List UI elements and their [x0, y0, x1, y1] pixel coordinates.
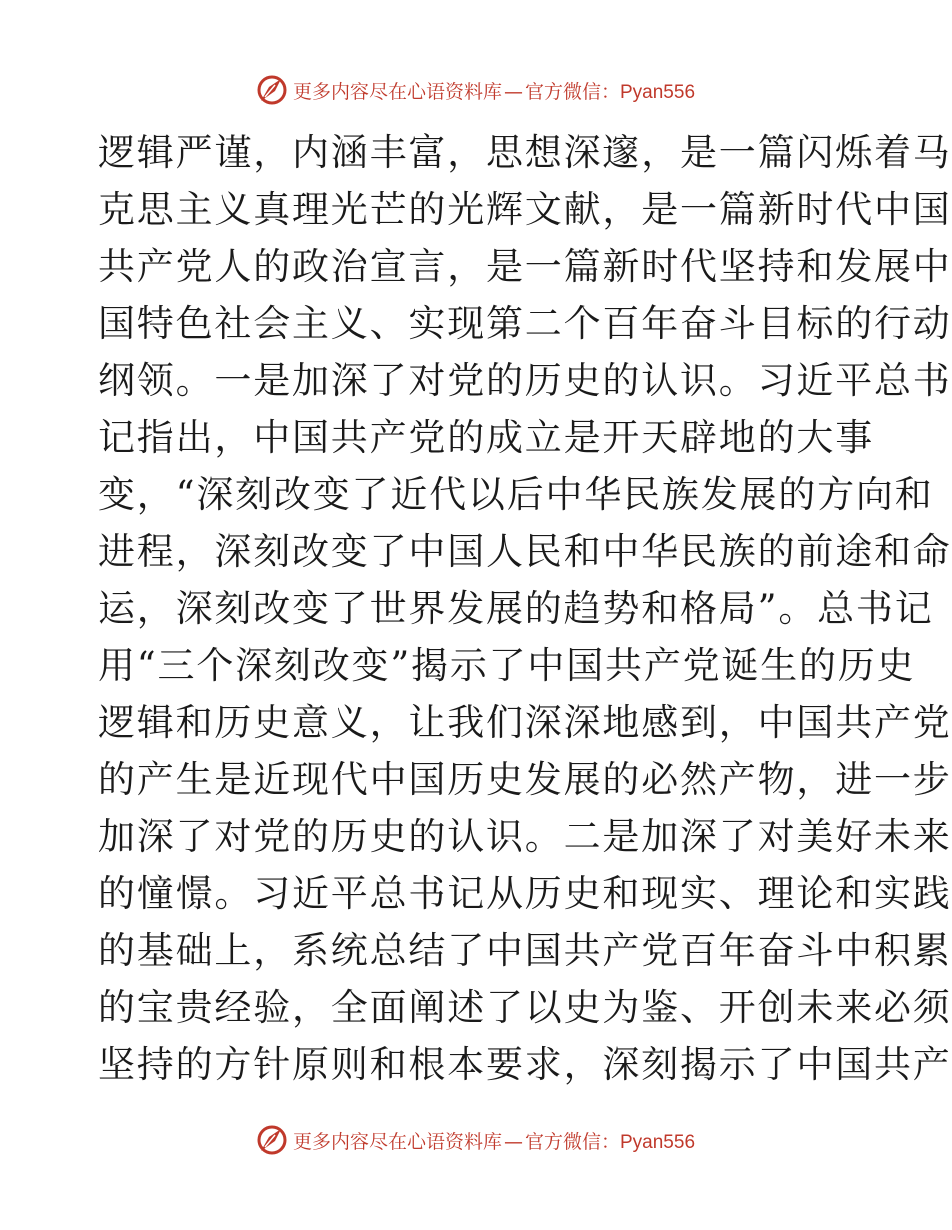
text-line: 国特色社会主义、实现第二个百年奋斗目标的行动: [98, 302, 952, 345]
watermark-text: [293, 1127, 695, 1154]
watermark-suffix: 官方微信：: [524, 80, 620, 103]
watermark-site-name: 更多内容尽在心语资料库: [292, 1130, 502, 1153]
text-line: 的宝贵经验，全面阐述了以史为鉴、开创未来必须: [98, 986, 952, 1029]
watermark-site-name: 更多内容尽在心语资料库: [292, 80, 502, 103]
watermark-account: Pyan556: [620, 81, 696, 103]
text-line: 加深了对党的历史的认识。二是加深了对美好未来: [98, 815, 952, 858]
watermark-text: [293, 77, 695, 104]
text-line: 的基础上，系统总结了中国共产党百年奋斗中积累: [98, 929, 952, 972]
footer-watermark: [0, 1120, 950, 1160]
text-line: 克思主义真理光芒的光辉文献，是一篇新时代中国: [98, 188, 952, 231]
text-line: 共产党人的政治宣言，是一篇新时代坚持和发展中: [98, 245, 952, 288]
text-line: 的产生是近现代中国历史发展的必然产物，进一步: [98, 758, 952, 801]
quill-logo-icon: [255, 1123, 289, 1157]
text-line: 进程，深刻改变了中国人民和中华民族的前途和命: [98, 530, 952, 573]
text-line: 逻辑严谨，内涵丰富，思想深邃，是一篇闪烁着马: [98, 131, 952, 174]
document-body: [98, 124, 952, 1114]
text-line: 记指出，中国共产党的成立是开天辟地的大事: [98, 416, 874, 459]
text-line: 纲领。一是加深了对党的历史的认识。习近平总书: [98, 359, 952, 402]
header-watermark: [0, 70, 950, 110]
watermark-suffix: 官方微信：: [524, 1130, 620, 1153]
watermark-dash: —: [503, 80, 523, 103]
quill-logo-icon: [255, 73, 289, 107]
watermark-account: Pyan556: [620, 1131, 696, 1153]
text-line: 坚持的方针原则和根本要求，深刻揭示了中国共产: [98, 1043, 952, 1086]
text-line: 用“三个深刻改变”揭示了中国共产党诞生的历史: [98, 644, 916, 687]
text-line: 变，“深刻改变了近代以后中华民族发展的方向和: [98, 473, 934, 516]
text-line: 运，深刻改变了世界发展的趋势和格局”。总书记: [98, 587, 934, 630]
text-line: 逻辑和历史意义，让我们深深地感到，中国共产党: [98, 701, 952, 744]
text-line: 的憧憬。习近平总书记从历史和现实、理论和实践: [98, 872, 952, 915]
watermark-dash: —: [503, 1130, 523, 1153]
